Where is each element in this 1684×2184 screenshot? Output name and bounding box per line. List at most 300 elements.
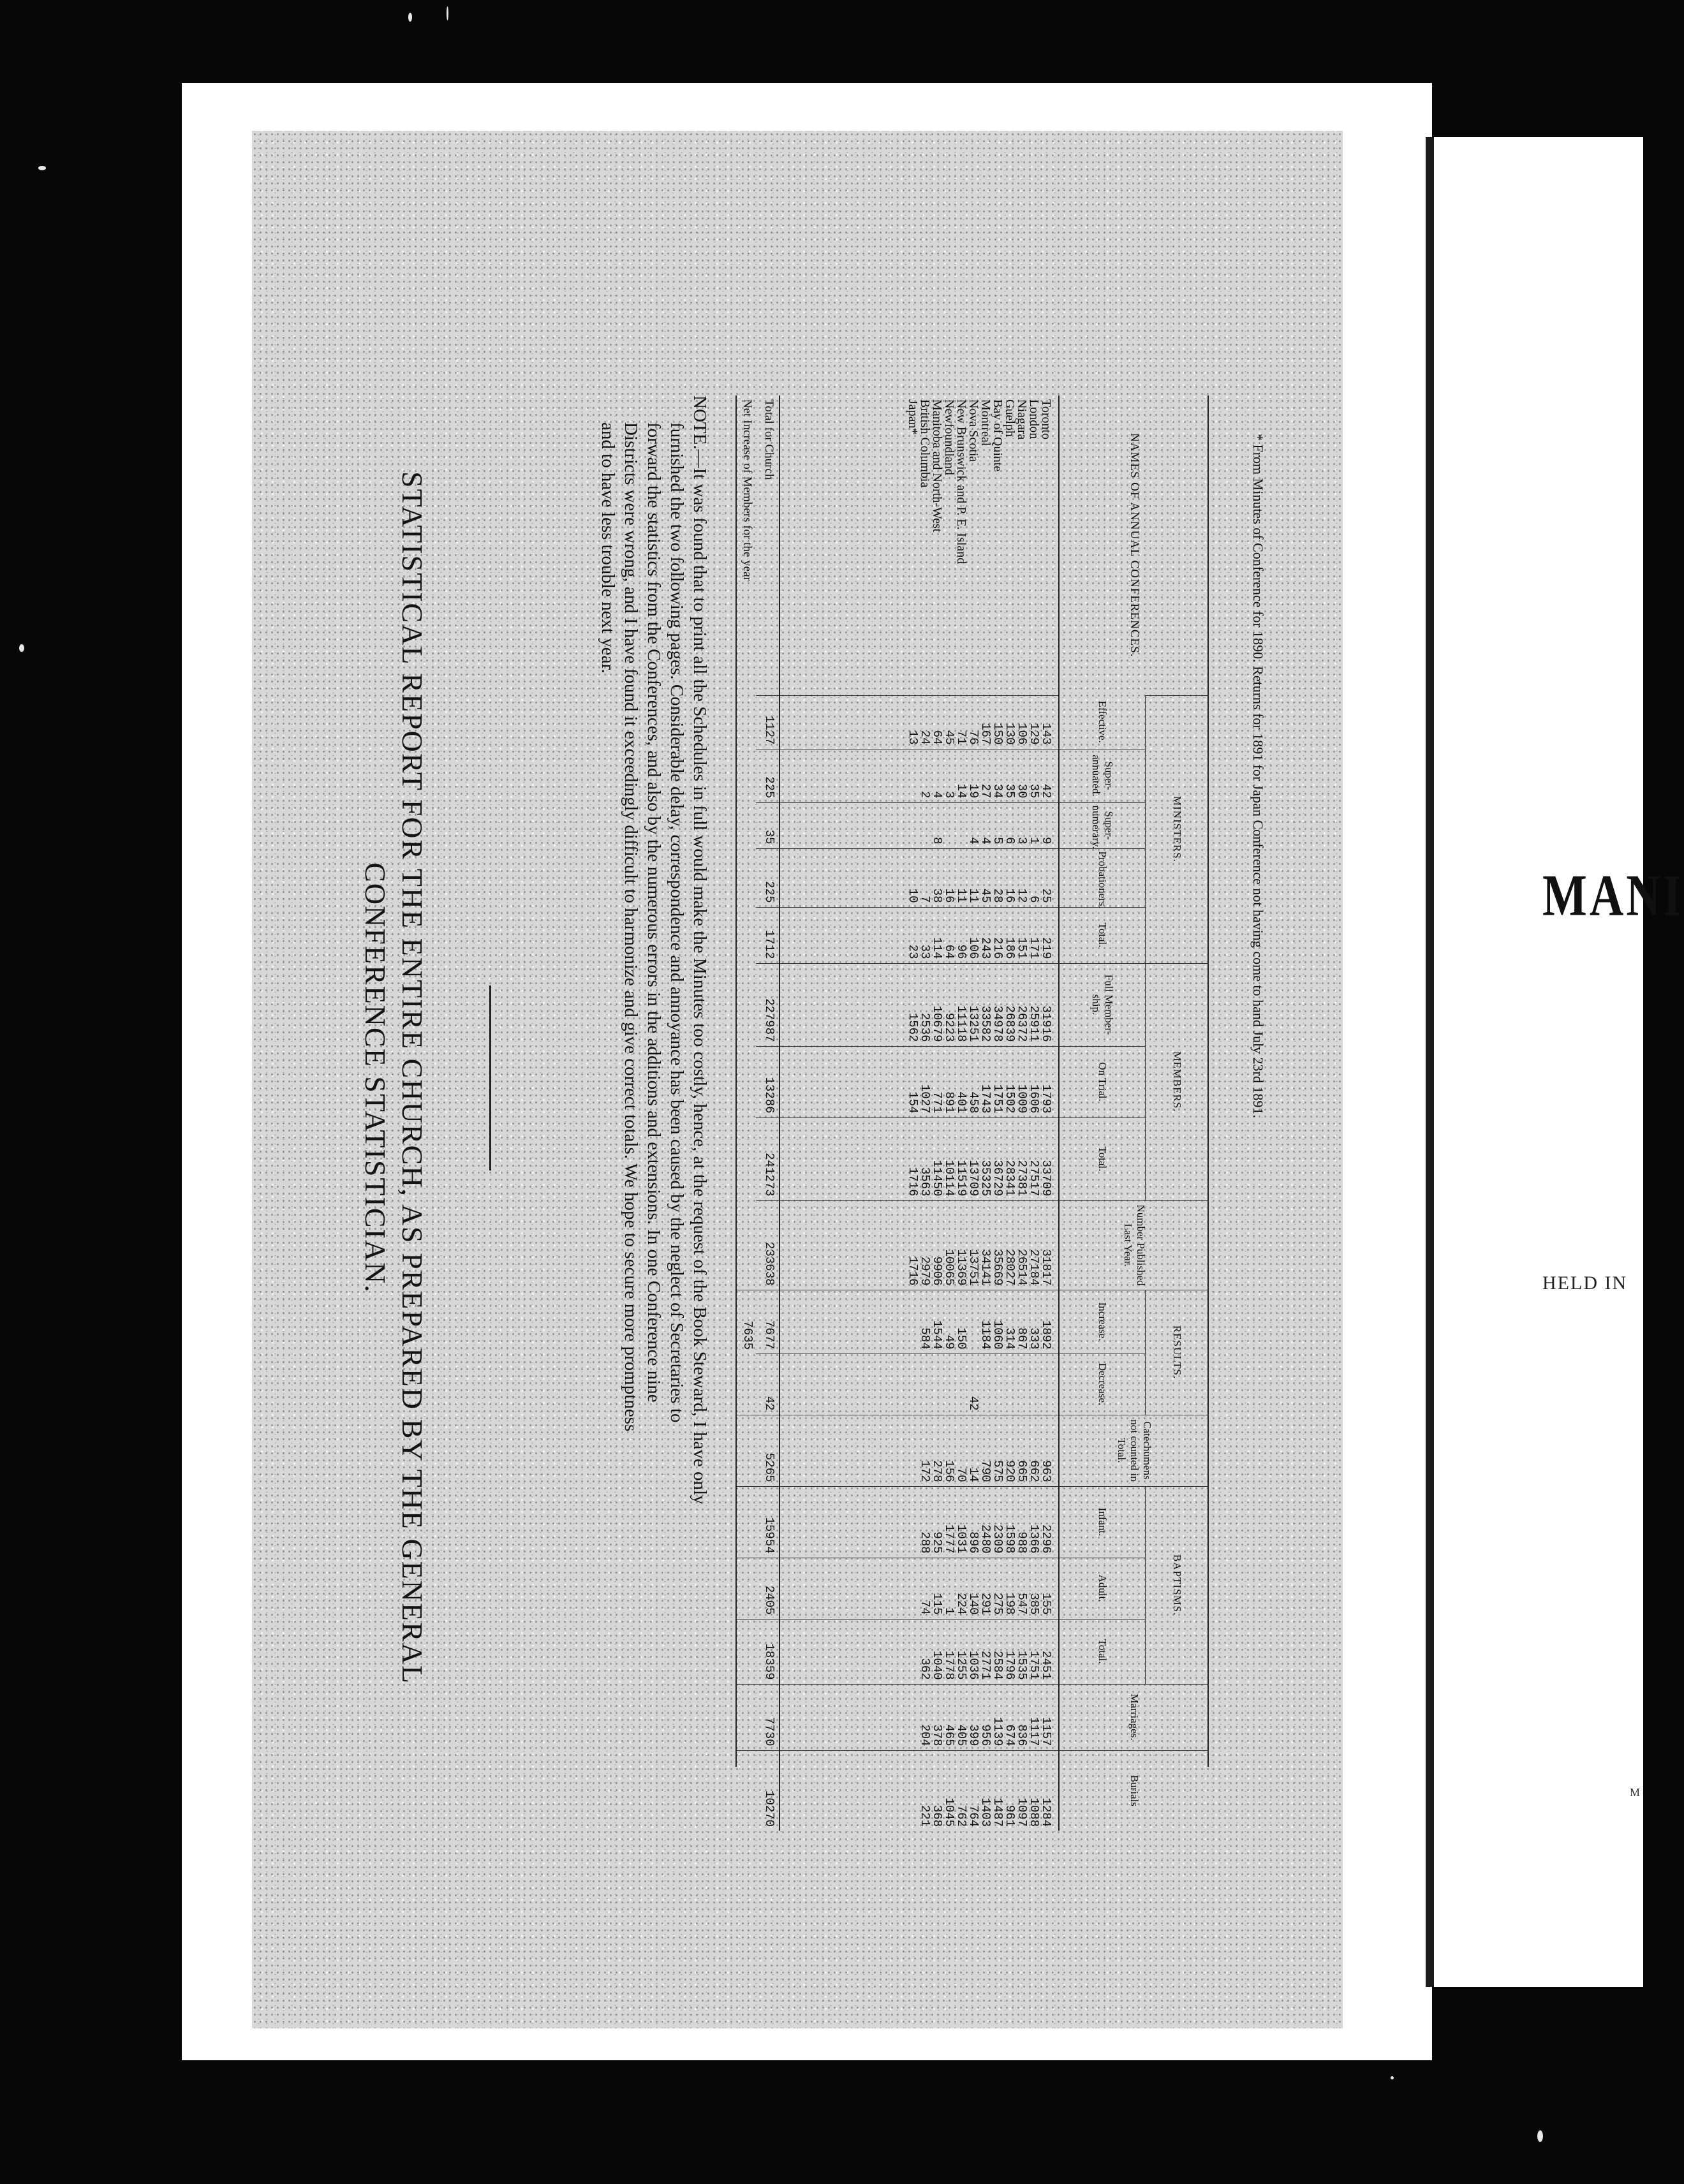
- table-cell: 10114: [942, 1160, 956, 1197]
- rotated-document-content: [265, 134, 1349, 2022]
- table-cell: 13751: [966, 1249, 980, 1286]
- published-header: Number Published Last Year.: [1059, 1200, 1209, 1290]
- table-cell: 9906: [930, 1256, 944, 1286]
- table-cell: 275: [991, 1593, 1005, 1615]
- table-cell: [931, 1358, 943, 1411]
- table-cell: 8: [930, 837, 944, 845]
- adult-column: [779, 1558, 1059, 1619]
- table-cell: Toronto: [1039, 399, 1053, 440]
- table-cell: 11: [954, 888, 968, 903]
- table-cell: 764: [966, 1804, 980, 1827]
- net-increase-value: 7635: [737, 1290, 756, 1354]
- table-cell: 385: [1027, 1593, 1041, 1615]
- table-cell: 2979: [918, 1256, 932, 1286]
- adjacent-page-small-text: M: [1630, 1786, 1641, 1799]
- table-cell: 28: [991, 888, 1005, 903]
- table-cell: 314: [1003, 1327, 1017, 1350]
- table-cell: 674: [1003, 1724, 1017, 1746]
- table-cell: 11519: [954, 1160, 968, 1197]
- table-cell: 27517: [1027, 1160, 1041, 1197]
- table-cell: 13251: [966, 1005, 980, 1042]
- total-members: 241273: [756, 1118, 779, 1200]
- blank-cell: [737, 1558, 756, 1619]
- table-cell: 1366: [1027, 1524, 1041, 1554]
- table-cell: 1040: [930, 1650, 944, 1680]
- table-cell: 956: [979, 1724, 993, 1746]
- table-cell: [906, 1623, 919, 1680]
- table-cell: 14: [966, 1467, 980, 1482]
- table-cell: 106: [1015, 723, 1029, 745]
- table-cell: 5: [991, 837, 1005, 845]
- table-cell: 836: [1015, 1724, 1029, 1746]
- table-cell: 1544: [930, 1320, 944, 1350]
- table-cell: 1751: [1027, 1650, 1041, 1680]
- table-cell: 662: [1027, 1460, 1041, 1482]
- table-cell: 378: [930, 1724, 944, 1746]
- scan-speck: [447, 6, 448, 20]
- table-cell: 27381: [1015, 1160, 1029, 1197]
- table-cell: 129: [1027, 723, 1041, 745]
- table-cell: 1743: [979, 1084, 993, 1114]
- table-cell: 1139: [991, 1716, 1005, 1746]
- table-cell: 31916: [1039, 1005, 1053, 1042]
- increase-column: [779, 1290, 1059, 1354]
- table-cell: [906, 1491, 919, 1554]
- probationers-header: Probationers.: [1059, 848, 1146, 907]
- table-cell: [1040, 1358, 1052, 1411]
- probationers-column: [779, 848, 1059, 907]
- table-cell: 891: [942, 1091, 956, 1114]
- ministers-group-header: MINISTERS.: [1146, 695, 1209, 963]
- burials-column: [779, 1750, 1059, 1831]
- infant-column: [779, 1486, 1059, 1558]
- table-cell: 10679: [930, 1005, 944, 1042]
- table-cell: 6: [1027, 896, 1041, 903]
- table-cell: 458: [966, 1091, 980, 1114]
- table-cell: [955, 1358, 967, 1411]
- table-cell: 35325: [979, 1160, 993, 1197]
- total-burials: 10270: [756, 1750, 779, 1831]
- total-supernumerary: 35: [756, 802, 779, 848]
- note-line: furnished the two following pages. Considerable delay, correspondence and annoyance has been caused by the neglect of Secretaries to: [667, 422, 687, 1423]
- title-divider: [489, 985, 491, 1170]
- table-cell: 575: [991, 1460, 1005, 1482]
- table-cell: 762: [954, 1804, 968, 1827]
- table-cell: 151: [1015, 937, 1029, 959]
- table-cell: 224: [954, 1593, 968, 1615]
- table-cell: 2536: [918, 1012, 932, 1042]
- table-cell: 155: [1039, 1593, 1053, 1615]
- table-cell: 1157: [1039, 1716, 1053, 1746]
- blank-cell: [737, 1354, 756, 1415]
- table-cell: 896: [966, 1531, 980, 1554]
- table-cell: 1892: [1039, 1320, 1053, 1350]
- table-cell: 368: [930, 1804, 944, 1827]
- table-cell: [906, 753, 919, 799]
- table-cell: 31817: [1039, 1249, 1053, 1286]
- table-cell: 1255: [954, 1650, 968, 1680]
- table-cell: 42: [966, 1396, 980, 1411]
- table-cell: New Brunswick and P. E. Island: [954, 399, 968, 564]
- table-cell: [906, 1688, 919, 1746]
- table-cell: [943, 807, 955, 845]
- table-cell: [967, 1294, 979, 1350]
- table-cell: 2: [918, 791, 932, 799]
- table-cell: [1003, 1358, 1016, 1411]
- table-cell: 1777: [942, 1524, 956, 1554]
- table-cell: 36729: [991, 1160, 1005, 1197]
- table-cell: 243: [979, 937, 993, 959]
- superannuated-column: [779, 749, 1059, 802]
- table-cell: 16: [942, 888, 956, 903]
- table-cell: 1716: [906, 1167, 920, 1197]
- total-label: Total for Church: [756, 395, 779, 695]
- decrease-header: Decrease.: [1059, 1354, 1146, 1415]
- members-total-column: [779, 1118, 1059, 1200]
- table-cell: 30: [1015, 783, 1029, 799]
- table-cell: 1487: [991, 1797, 1005, 1827]
- table-cell: 1117: [1027, 1716, 1041, 1746]
- table-cell: 362: [918, 1658, 932, 1680]
- table-cell: London: [1027, 399, 1041, 439]
- on-trial-header: On Trial.: [1059, 1046, 1146, 1118]
- table-cell: 665: [1015, 1460, 1029, 1482]
- table-cell: 130: [1003, 723, 1017, 745]
- table-cell: 64: [942, 944, 956, 959]
- table-cell: 7: [918, 896, 932, 903]
- table-cell: 1045: [942, 1797, 956, 1827]
- scan-speck: [38, 166, 46, 170]
- full-membership-column: [779, 963, 1059, 1046]
- note-line: forward the statistics from the Conferences, and also by the numerous errors in the additions and extensions. In one Conference nine: [644, 422, 664, 1403]
- adjacent-page: [1434, 137, 1643, 1987]
- table-cell: 11450: [930, 1160, 944, 1197]
- table-cell: [906, 1562, 919, 1615]
- blank-cell: [737, 1486, 756, 1558]
- table-cell: 1716: [906, 1256, 920, 1286]
- table-cell: 25: [1039, 888, 1053, 903]
- table-cell: 23: [906, 944, 920, 959]
- table-cell: [1028, 1358, 1040, 1411]
- table-bottom-rule: [735, 395, 737, 1767]
- table-cell: 143: [1039, 723, 1053, 745]
- supernumerary-header: Super-numerary.: [1059, 802, 1146, 848]
- table-cell: 9223: [942, 1012, 956, 1042]
- table-row: [779, 395, 1059, 1831]
- table-cell: 920: [1003, 1460, 1017, 1482]
- conference-names-column: [779, 395, 1059, 695]
- document-title: [357, 134, 431, 2022]
- table-cell: 1031: [954, 1524, 968, 1554]
- table-cell: 1027: [918, 1084, 932, 1114]
- table-cell: 204: [918, 1724, 932, 1746]
- table-cell: 221: [918, 1804, 932, 1827]
- effective-column: [779, 695, 1059, 749]
- table-cell: [906, 1358, 919, 1411]
- table-cell: 34978: [991, 1005, 1005, 1042]
- table-cell: 3: [1015, 837, 1029, 845]
- table-cell: 154: [906, 1091, 920, 1114]
- total-full-membership: 227987: [756, 963, 779, 1046]
- table-cell: 64: [930, 730, 944, 745]
- table-cell: 24: [918, 730, 932, 745]
- table-cell: 1284: [1039, 1797, 1053, 1827]
- marriages-column: [779, 1684, 1059, 1750]
- table-cell: 27: [979, 783, 993, 799]
- table-cell: 27184: [1027, 1249, 1041, 1286]
- table-cell: [919, 807, 931, 845]
- effective-header: Effective.: [1059, 695, 1146, 749]
- table-cell: 2451: [1039, 1650, 1053, 1680]
- total-adult: 2405: [756, 1558, 779, 1619]
- table-cell: 1598: [1003, 1524, 1017, 1554]
- table-cell: 2309: [991, 1524, 1005, 1554]
- table-cell: 38: [930, 888, 944, 903]
- table-cell: 26839: [1003, 1005, 1017, 1042]
- names-header: NAMES OF ANNUAL CONFERENCES.: [1059, 395, 1209, 695]
- blank-cell: [737, 1415, 756, 1486]
- table-cell: 115: [930, 1593, 944, 1615]
- table-cell: [906, 1294, 919, 1350]
- scan-speck: [408, 13, 412, 22]
- table-cell: 963: [1039, 1460, 1053, 1482]
- table-cell: 198: [1003, 1593, 1017, 1615]
- table-cell: 1751: [991, 1084, 1005, 1114]
- table-cell: 4: [930, 791, 944, 799]
- statistics-table: [737, 395, 1209, 1831]
- table-cell: 49: [942, 1334, 956, 1350]
- table-cell: Newfoundland: [942, 399, 956, 475]
- table-cell: Manitoba and North-West: [930, 399, 944, 533]
- table-cell: 216: [991, 937, 1005, 959]
- total-superannuated: 225: [756, 749, 779, 802]
- table-cell: 28341: [1003, 1160, 1017, 1197]
- total-probationers: 225: [756, 848, 779, 907]
- table-cell: 2296: [1039, 1524, 1053, 1554]
- net-increase-label: Net Increase of Members for the year: [741, 399, 754, 581]
- table-cell: [906, 1755, 919, 1827]
- table-cell: 150: [991, 723, 1005, 745]
- table-cell: 988: [1015, 1531, 1029, 1554]
- table-cell: 172: [918, 1460, 932, 1482]
- table-cell: 333: [1027, 1327, 1041, 1350]
- total-row: [756, 395, 779, 1831]
- scan-speck: [1537, 2130, 1543, 2142]
- table-cell: [991, 1358, 1003, 1411]
- table-cell: 150: [954, 1327, 968, 1350]
- table-cell: 288: [918, 1531, 932, 1554]
- table-cell: 71: [954, 730, 968, 745]
- published-column: [779, 1200, 1059, 1290]
- table-cell: 1535: [1015, 1650, 1029, 1680]
- table-cell: 35669: [991, 1249, 1005, 1286]
- title-line-2: CONFERENCE STATISTICIAN.: [359, 862, 392, 1294]
- total-decrease: 42: [756, 1354, 779, 1415]
- table-cell: 35: [1027, 783, 1041, 799]
- scan-speck: [19, 644, 24, 652]
- full-membership-header: Full Member-ship.: [1059, 963, 1146, 1046]
- table-cell: [906, 1419, 919, 1482]
- increase-header: Increase.: [1059, 1290, 1146, 1354]
- table-cell: 26372: [1015, 1005, 1029, 1042]
- table-cell: 6: [1003, 837, 1017, 845]
- table-cell: 584: [918, 1327, 932, 1350]
- table-cell: 12: [1015, 888, 1029, 903]
- table-cell: 1088: [1027, 1797, 1041, 1827]
- table-cell: Montreal: [979, 399, 993, 446]
- table-cell: 70: [954, 1467, 968, 1482]
- table-cell: 4: [979, 837, 993, 845]
- infant-header: Infant.: [1059, 1486, 1146, 1558]
- blank-cell: [737, 1750, 756, 1831]
- table-cell: 1097: [1015, 1797, 1029, 1827]
- table-cell: 10: [906, 888, 920, 903]
- table-cell: 925: [930, 1531, 944, 1554]
- table-cell: 867: [1015, 1327, 1029, 1350]
- table-cell: 25911: [1027, 1005, 1041, 1042]
- burials-header: Burials: [1059, 1750, 1209, 1831]
- table-cell: 1562: [906, 1012, 920, 1042]
- table-cell: 401: [954, 1091, 968, 1114]
- table-cell: 291: [979, 1593, 993, 1615]
- adjacent-page-subtitle: HELD IN: [1542, 1273, 1628, 1294]
- total-on-trial: 13286: [756, 1046, 779, 1118]
- table-cell: 11118: [954, 1005, 968, 1042]
- blank-cell: [737, 1684, 756, 1750]
- table-cell: 96: [954, 944, 968, 959]
- table-cell: 28027: [1003, 1249, 1017, 1286]
- total-increase: 7677: [756, 1290, 779, 1354]
- blank-cell: [737, 1619, 756, 1684]
- table-cell: 26514: [1015, 1249, 1029, 1286]
- table-cell: [919, 1358, 931, 1411]
- note-paragraph: [596, 395, 711, 1760]
- table-cell: 33709: [1039, 1160, 1053, 1197]
- table-cell: 45: [979, 888, 993, 903]
- note-line: NOTE.—It was found that to print all the Schedules in full would make the Minutes too costly, hence, at the request of the Book Steward, I have only: [690, 395, 710, 1505]
- table-cell: 33: [918, 944, 932, 959]
- table-cell: Bay of Quinte: [991, 399, 1005, 472]
- table-cell: 42: [1039, 783, 1053, 799]
- table-cell: [955, 807, 967, 845]
- total-infant: 15954: [756, 1486, 779, 1558]
- total-catechumens: 5265: [756, 1415, 779, 1486]
- net-increase-row: [737, 395, 756, 1831]
- note-line: and to have less trouble next year.: [598, 422, 618, 674]
- title-line-1: STATISTICAL REPORT FOR THE ENTIRE CHURCH, AS PREPARED BY THE GENERAL: [396, 471, 429, 1685]
- table-cell: 156: [942, 1460, 956, 1482]
- table-cell: 2584: [991, 1650, 1005, 1680]
- table-cell: [979, 1358, 991, 1411]
- table-cell: 33582: [979, 1005, 993, 1042]
- table-cell: 405: [954, 1724, 968, 1746]
- table-cell: 167: [979, 723, 993, 745]
- table-cell: 34141: [979, 1249, 993, 1286]
- table-cell: 219: [1039, 937, 1053, 959]
- table-cell: 106: [966, 937, 980, 959]
- table-cell: 16: [1003, 888, 1017, 903]
- table-cell: 114: [930, 937, 944, 959]
- table-cell: 14: [954, 783, 968, 799]
- table-cell: 465: [942, 1724, 956, 1746]
- decrease-column: [779, 1354, 1059, 1415]
- table-cell: 1184: [979, 1320, 993, 1350]
- table-cell: 74: [918, 1600, 932, 1615]
- superannuated-header: Super-annuated.: [1059, 749, 1146, 802]
- table-cell: 45: [942, 730, 956, 745]
- baptisms-total-column: [779, 1619, 1059, 1684]
- baptisms-group-header: BAPTISMS.: [1146, 1486, 1209, 1684]
- table-cell: 3563: [918, 1167, 932, 1197]
- baptisms-total-header: Total.: [1059, 1619, 1146, 1684]
- adjacent-page-title: MANI: [1542, 863, 1684, 929]
- total-baptisms: 18359: [756, 1619, 779, 1684]
- table-cell: [1016, 1358, 1028, 1411]
- members-total-header: Total.: [1059, 1118, 1146, 1200]
- table-cell: 1793: [1039, 1084, 1053, 1114]
- supernumerary-column: [779, 802, 1059, 848]
- footnote: * From Minutes of Conference for 1890. Returns for 1891 for Japan Conference not having come to hand July 23rd 1891.: [1250, 434, 1266, 1118]
- table-cell: 399: [966, 1724, 980, 1746]
- ministers-total-column: [779, 907, 1059, 963]
- note-line: Districts were wrong, and I have found it exceedingly difficult to harmonize and give correct totals. We hope to secure more promptness: [621, 422, 641, 1432]
- table-cell: 961: [1003, 1804, 1017, 1827]
- total-ministers: 1712: [756, 907, 779, 963]
- table-cell: [906, 807, 919, 845]
- table-cell: 1778: [942, 1650, 956, 1680]
- table-cell: 2771: [979, 1650, 993, 1680]
- table-cell: Nova Scotia: [966, 399, 980, 462]
- table-cell: 19: [966, 783, 980, 799]
- table-cell: 186: [1003, 937, 1017, 959]
- table-cell: 1: [1027, 837, 1041, 845]
- table-cell: 3: [942, 791, 956, 799]
- table-cell: [943, 1358, 955, 1411]
- ministers-total-header: Total.: [1059, 907, 1146, 963]
- table-cell: 76: [966, 730, 980, 745]
- total-marriages: 7730: [756, 1684, 779, 1750]
- table-cell: 1606: [1027, 1084, 1041, 1114]
- table-cell: 4: [966, 837, 980, 845]
- table-cell: 278: [930, 1460, 944, 1482]
- catechumens-column: [779, 1415, 1059, 1486]
- table-cell: Japan*: [906, 399, 920, 435]
- table-cell: 790: [979, 1460, 993, 1482]
- table-cell: 11369: [954, 1249, 968, 1286]
- table-cell: 771: [930, 1091, 944, 1114]
- table-cell: 13: [906, 730, 920, 745]
- table-cell: 1060: [991, 1320, 1005, 1350]
- scan-speck: [1391, 2076, 1394, 2079]
- table-cell: 547: [1015, 1593, 1029, 1615]
- table-cell: Niagara: [1015, 399, 1029, 440]
- table-cell: 2480: [979, 1524, 993, 1554]
- table-cell: 35: [1003, 783, 1017, 799]
- on-trial-column: [779, 1046, 1059, 1118]
- table-cell: 11: [966, 888, 980, 903]
- total-published: 233638: [756, 1200, 779, 1290]
- table-cell: 10065: [942, 1249, 956, 1286]
- total-effective: 1127: [756, 695, 779, 749]
- table-cell: 1796: [1003, 1650, 1017, 1680]
- catechumens-header: Catechumens not counted in Total.: [1059, 1415, 1209, 1486]
- table-cell: 1: [942, 1607, 956, 1615]
- table-cell: 1502: [1003, 1084, 1017, 1114]
- table-cell: Guelph: [1003, 399, 1017, 437]
- marriages-header: Marriages.: [1059, 1684, 1209, 1750]
- table-cell: 34: [991, 783, 1005, 799]
- table-cell: 171: [1027, 937, 1041, 959]
